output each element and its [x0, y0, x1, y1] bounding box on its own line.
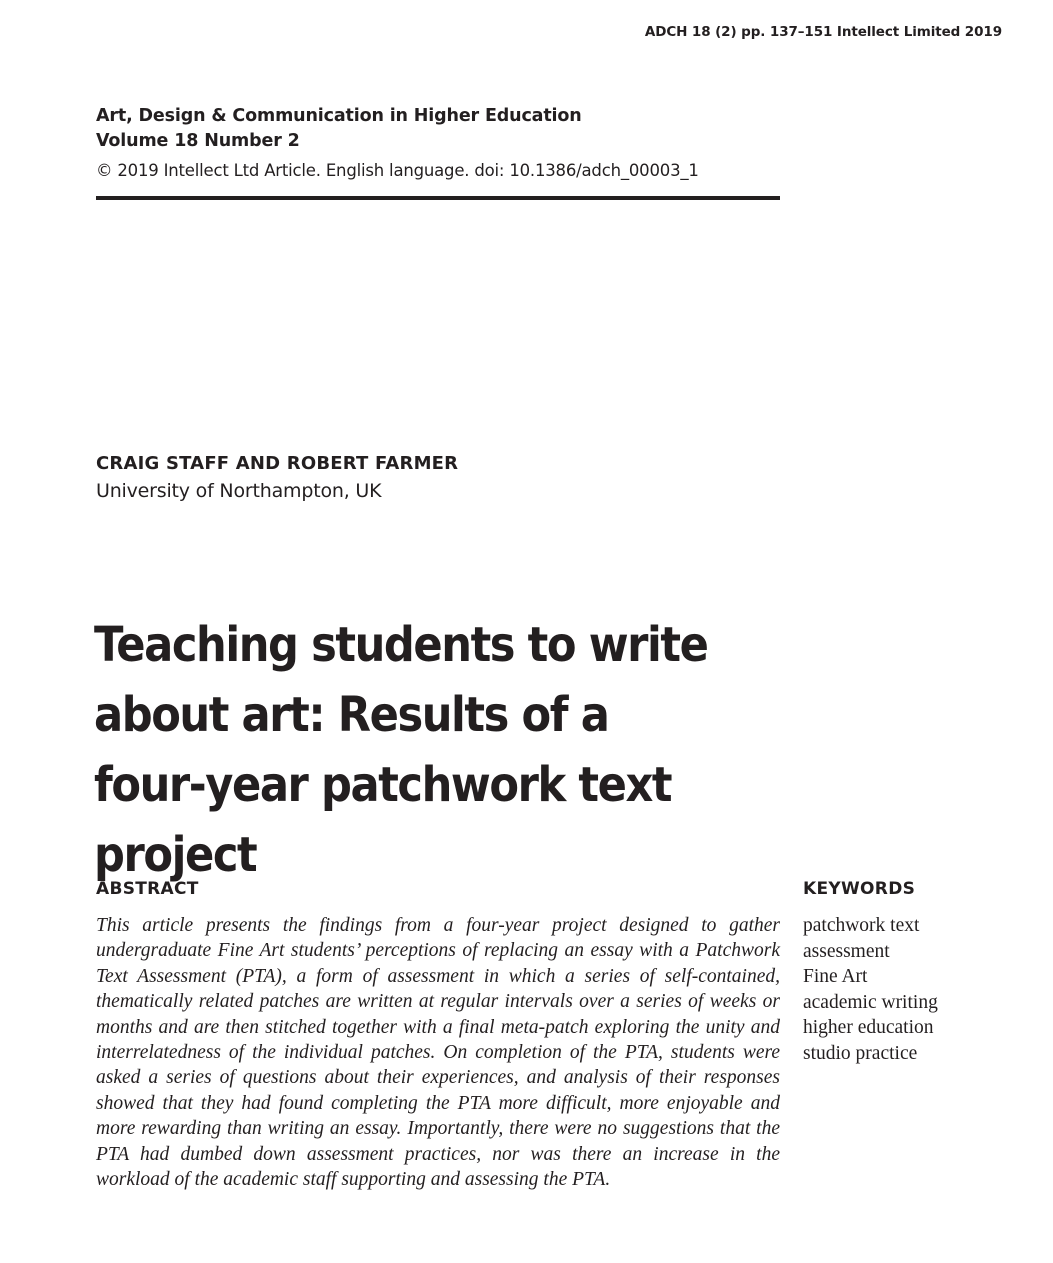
keyword-item: academic writing	[803, 991, 938, 1013]
keyword-item: studio practice	[803, 1042, 918, 1064]
keyword-item: assessment	[803, 940, 890, 962]
journal-masthead	[96, 104, 780, 183]
header-divider-rule	[96, 196, 780, 200]
author-names: CRAIG STAFF AND ROBERT FARMER	[96, 453, 459, 474]
keyword-item: patchwork text	[803, 915, 920, 936]
abstract-text: This article presents the findings from a four-year project designed to gather undergraduate Fine Art students’ perceptions of replacing an essay with a Patchwork Text Assessment (PTA), a form of assessment in which a series of self-contained, thematically related patches are written at regular intervals over a series of weeks or months and are then stitched together with a final meta-patch exploring the unity and interrelatedness of the individual patches. On completion of the PTA, students were asked a series of questions about their experiences, and analysis of their responses showed that they had found completing the PTA more difficult, more enjoyable and more rewarding than writing an essay. Importantly, there were no suggestions that the PTA had dumbed down assessment practices, nor was there an increase in the workload of the academic staff supporting and assessing the PTA.	[96, 915, 780, 1191]
abstract-section	[96, 878, 780, 1192]
author-affiliation: University of Northampton, UK	[96, 480, 382, 502]
page-title: Teaching students to write about art: Results of a four-year patchwork text project	[94, 617, 708, 884]
author-block	[96, 452, 780, 505]
abstract-heading: ABSTRACT	[96, 879, 199, 899]
keywords-list	[803, 913, 1013, 1067]
journal-copyright-doi: © 2019 Intellect Ltd Article. English language. doi: 10.1386/adch_00003_1	[96, 161, 699, 180]
keywords-heading: KEYWORDS	[803, 879, 916, 899]
keyword-item: higher education	[803, 1017, 934, 1039]
journal-volume: Volume 18 Number 2	[96, 131, 300, 151]
running-head: ADCH 18 (2) pp. 137–151 Intellect Limited 2019	[644, 24, 1002, 40]
keyword-item: Fine Art	[803, 966, 868, 988]
keywords-section	[803, 878, 1013, 1067]
journal-name: Art, Design & Communication in Higher Education	[96, 106, 582, 126]
